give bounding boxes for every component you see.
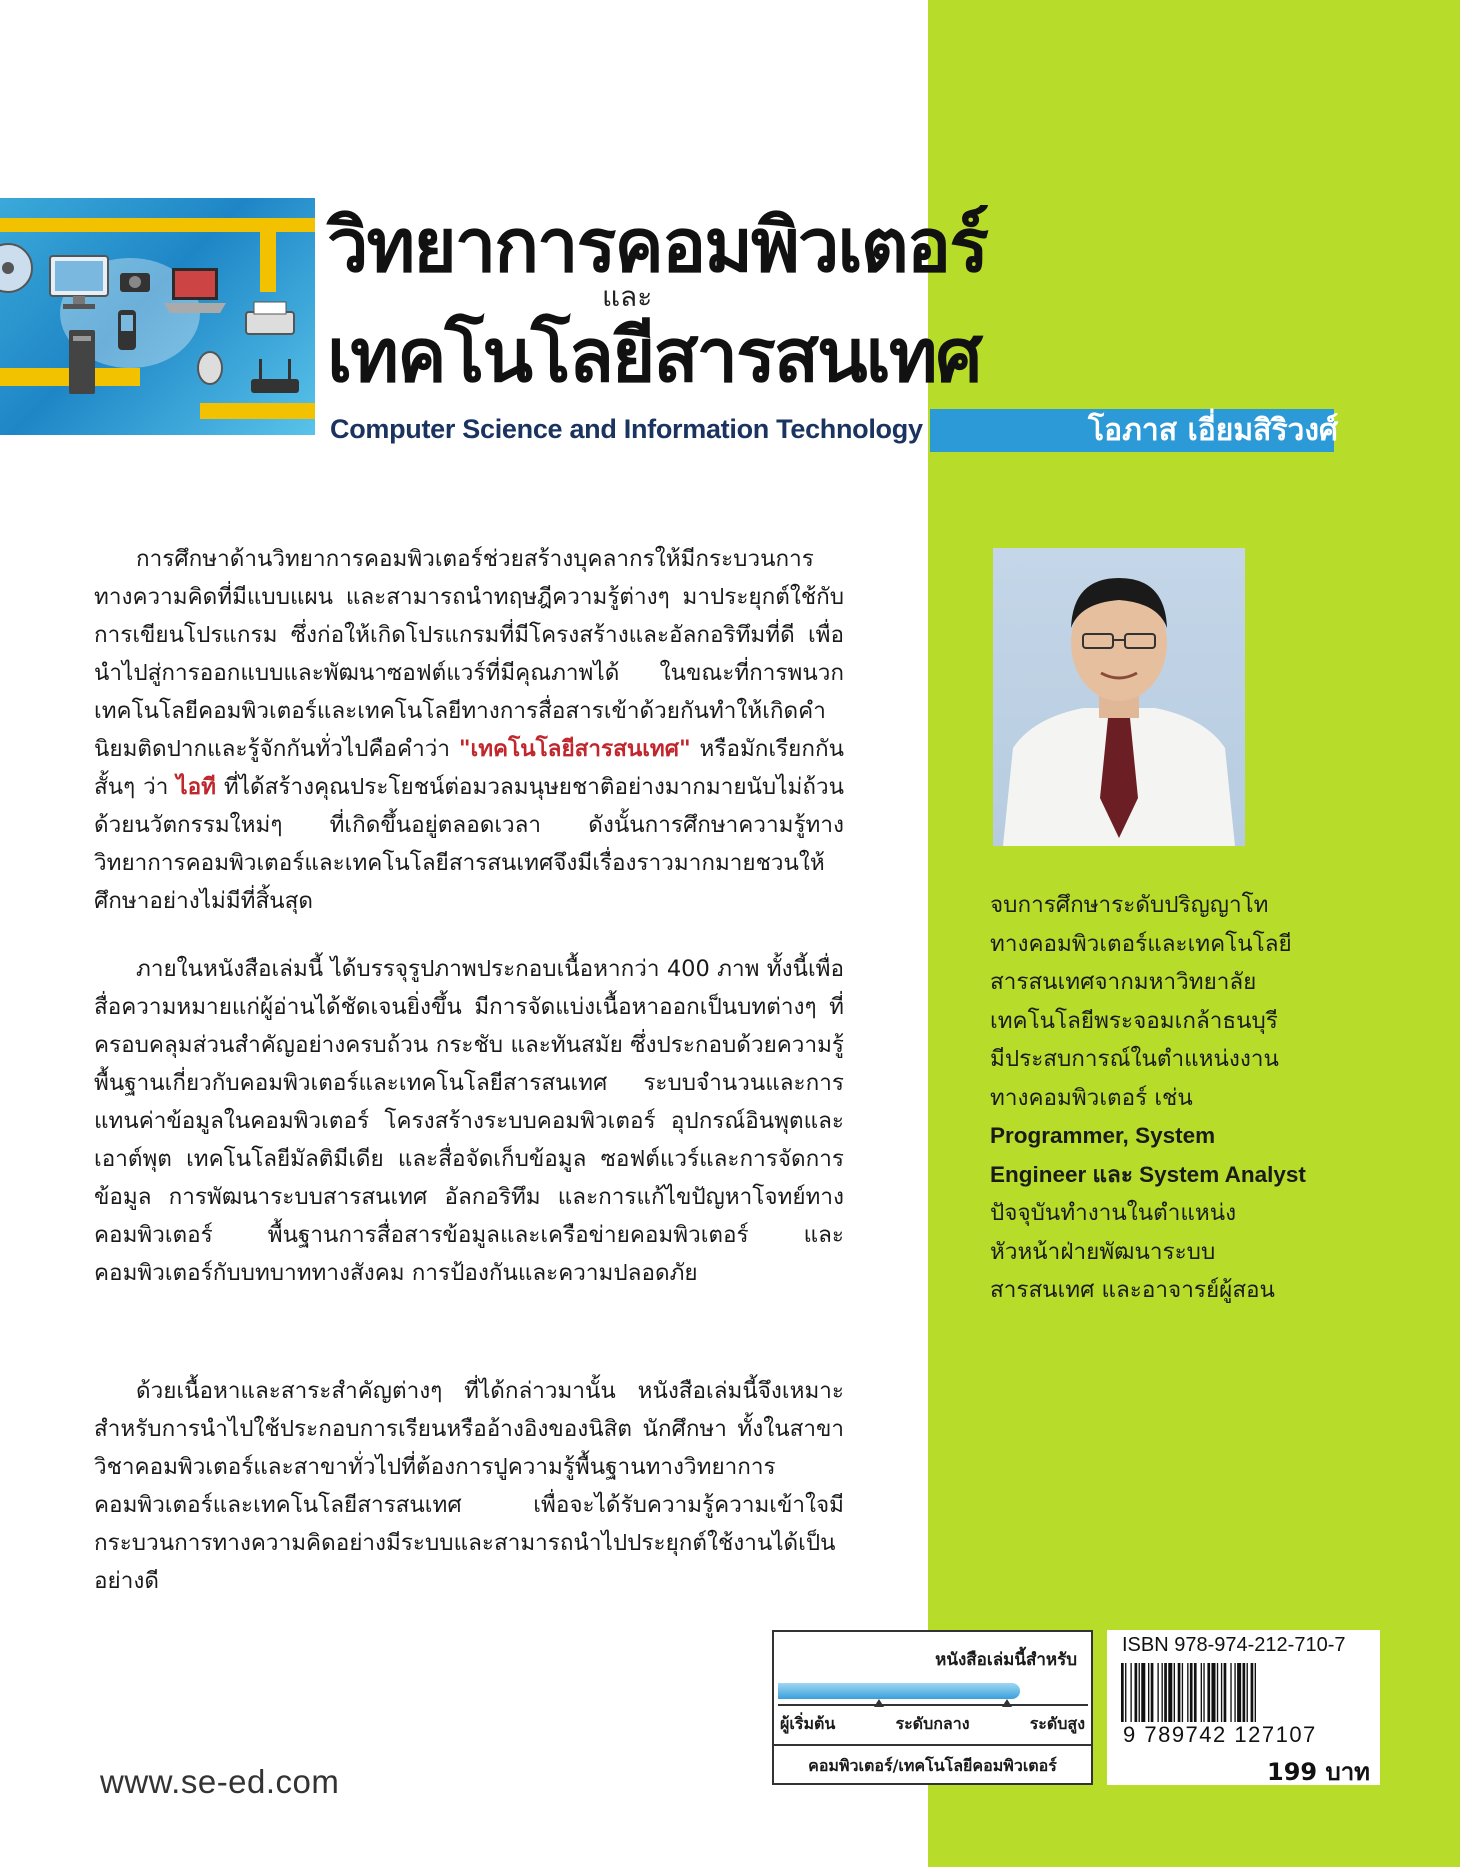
- level-divider: [774, 1744, 1091, 1746]
- printer-icon: [240, 298, 300, 343]
- description-paragraph-2: [94, 950, 844, 1292]
- level-advanced: ระดับสูง: [1029, 1714, 1085, 1733]
- desc-highlight-it-term: "เทคโนโลยีสารสนเทศ": [458, 736, 691, 762]
- desc-p1-part3: ที่ได้สร้างคุณประโยชน์ต่อมวลมนุษยชาติอย่างมากมายนับไม่ถ้วนด้วยนวัตกรรมใหม่ๆ ที่เกิดขึ้นอยู่ตลอดเวลา ดังนั้นการศึกษาความรู้ทางวิทยาการคอมพิวเตอร์และเทคโนโลยีสารสนเทศจึงมีเรื่องราวมากมายชวนให้ศึกษาอย่างไม่มีที่สิ้นสุด: [94, 774, 844, 914]
- book-title-line1: วิทยาการคอมพิวเตอร์: [327, 203, 987, 289]
- mobile-phone-icon: [112, 308, 142, 353]
- reader-level-labels: [780, 1712, 1085, 1737]
- bio-line: จบการศึกษาระดับปริญญาโท: [990, 892, 1269, 918]
- barcode-digits: 9 789742 127107: [1123, 1722, 1317, 1747]
- level-tick-mark: [874, 1699, 884, 1707]
- bio-line-english: Programmer, System: [990, 1123, 1216, 1148]
- mouse-icon: [190, 346, 230, 386]
- isbn-number: ISBN 978-974-212-710-7: [1122, 1634, 1346, 1656]
- level-beginner: ผู้เริ่มต้น: [780, 1714, 836, 1733]
- book-subtitle-english: Computer Science and Information Technology: [330, 414, 923, 444]
- author-name: โอภาส เอี่ยมสิริวงศ์: [1076, 409, 1334, 452]
- level-tick-mark: [1002, 1699, 1012, 1707]
- bio-line: สารสนเทศจากมหาวิทยาลัย: [990, 969, 1257, 995]
- bio-line: ทางคอมพิวเตอร์และเทคโนโลยี: [990, 930, 1292, 957]
- devices-banner-illustration: [0, 198, 315, 435]
- description-paragraph-1: [94, 540, 844, 920]
- description-paragraph-3: [94, 1372, 844, 1600]
- reader-level-bar: [778, 1683, 1020, 1699]
- desktop-tower-icon: [65, 328, 99, 398]
- bio-line: มีประสบการณ์ในตำแหน่งงาน: [990, 1046, 1279, 1072]
- monitor-icon: [45, 253, 115, 313]
- reader-level-title: หนังสือเล่มนี้สำหรับ: [935, 1650, 1077, 1670]
- bio-line: หัวหน้าฝ่ายพัฒนาระบบ: [990, 1238, 1216, 1265]
- book-title-and: และ: [602, 280, 653, 313]
- author-bar-accent: [930, 409, 1076, 452]
- author-portrait-illustration: [993, 548, 1245, 846]
- laptop-icon: [160, 263, 230, 318]
- camera-icon: [118, 268, 152, 294]
- bio-line-english: Engineer และ System Analyst: [990, 1161, 1306, 1187]
- desc-p2: ภายในหนังสือเล่มนี้ ได้บรรจุรูปภาพประกอบเนื้อหากว่า 400 ภาพ ทั้งนี้เพื่อสื่อความหมายแก่ผู้อ่านได้ชัดเจนยิ่งขึ้น มีการจัดแบ่งเนื้อหาออกเป็นบทต่างๆ ที่ครอบคลุมส่วนสำคัญอย่างครบถ้วน กระชับ และทันสมัย ซึ่งประกอบด้วยความรู้พื้นฐานเกี่ยวกับคอมพิวเตอร์และเทคโนโลยีสารสนเทศ ระบบจำนวนและการแทนค่าข้อมูลในคอมพิวเตอร์ โครงสร้างระบบคอมพิวเตอร์ อุปกรณ์อินพุตและเอาต์พุต เทคโนโลยีมัลติมีเดีย และสื่อจัดเก็บข้อมูล ซอฟต์แวร์และการจัดการข้อมูล การพัฒนาระบบสารสนเทศ อัลกอริทึม และการแก้ไขปัญหาโจทย์ทางคอมพิวเตอร์ พื้นฐานการสื่อสารข้อมูลและเครือข่ายคอมพิวเตอร์ และคอมพิวเตอร์กับบทบาททางสังคม การป้องกันและความปลอดภัย: [94, 956, 844, 1286]
- desc-p1-part2: หรือมักเรียกกันสั้นๆ ว่า: [94, 736, 844, 800]
- bio-line: ทางคอมพิวเตอร์ เช่น: [990, 1084, 1193, 1111]
- book-price: 199 บาท: [1267, 1758, 1370, 1786]
- book-category: คอมพิวเตอร์/เทคโนโลยีคอมพิวเตอร์: [808, 1756, 1057, 1775]
- isbn-barcode-box: [1107, 1630, 1380, 1785]
- desc-p3: ด้วยเนื้อหาและสาระสำคัญต่างๆ ที่ได้กล่าวมานั้น หนังสือเล่มนี้จึงเหมาะสำหรับการนำไปใช้ประกอบการเรียนหรืออ้างอิงของนิสิต นักศึกษา ทั้งในสาขาวิชาคอมพิวเตอร์และสาขาทั่วไปที่ต้องการปูความรู้พื้นฐานทางวิทยาการคอมพิวเตอร์และเทคโนโลยีสารสนเทศ เพื่อจะได้รับความรู้ความเข้าใจมีกระบวนการทางความคิดอย่างมีระบบและสามารถนำไปประยุกต์ใช้งานได้เป็นอย่างดี: [94, 1378, 844, 1594]
- bio-line: เทคโนโลยีพระจอมเกล้าธนบุรี: [990, 1007, 1278, 1034]
- book-title-line2: เทคโนโลยีสารสนเทศ: [327, 313, 981, 399]
- router-icon: [245, 353, 305, 403]
- desc-p1-part1: การศึกษาด้านวิทยาการคอมพิวเตอร์ช่วยสร้างบุคลากรให้มีกระบวนการทางความคิดที่มีแบบแผน และสามารถนำทฤษฎีความรู้ต่างๆ มาประยุกต์ใช้กับการเขียนโปรแกรม ซึ่งก่อให้เกิดโปรแกรมที่มีโครงสร้างและอัลกอริทึมที่ดี เพื่อนำไปสู่การออกแบบและพัฒนาซอฟต์แวร์ที่มีคุณภาพได้ ในขณะที่การพนวกเทคโนโลยีคอมพิวเตอร์และเทคโนโลยีทางการสื่อสารเข้าด้วยกันทำให้เกิดคำนิยมติดปากและรู้จักกันทั่วไปคือคำว่า: [94, 546, 844, 762]
- disc-icon: [0, 238, 40, 298]
- desc-highlight-it-abbr: ไอที: [176, 774, 216, 800]
- author-photo: [993, 548, 1245, 846]
- reader-level-axis: [778, 1704, 1088, 1706]
- publisher-website[interactable]: www.se-ed.com: [100, 1763, 340, 1800]
- bio-line: ปัจจุบันทำงานในตำแหน่ง: [990, 1200, 1237, 1226]
- reader-level-box: [772, 1630, 1093, 1785]
- author-bio: [990, 886, 1410, 1310]
- bio-line: สารสนเทศ และอาจารย์ผู้สอน: [990, 1277, 1275, 1303]
- level-intermediate: ระดับกลาง: [895, 1714, 970, 1733]
